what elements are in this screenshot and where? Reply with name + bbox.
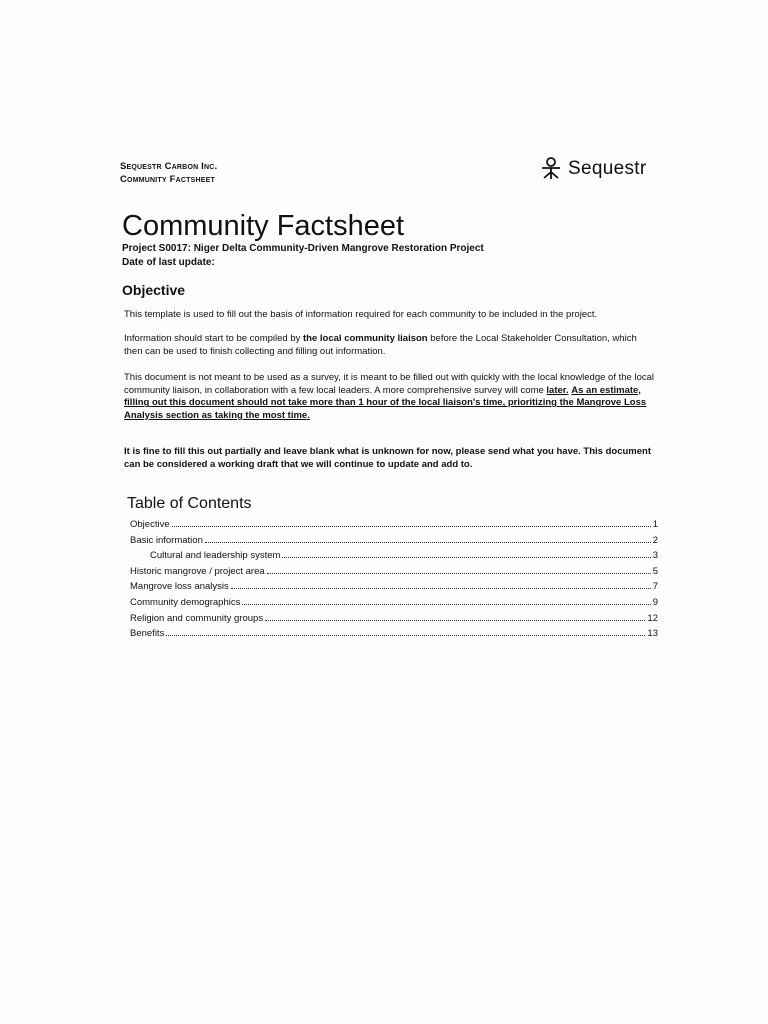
toc-entry-benefits[interactable] <box>130 628 658 644</box>
toc-leader-dots <box>265 620 645 621</box>
toc-entry-page: 5 <box>652 565 658 577</box>
company-name: Sequestr Carbon Inc. <box>120 161 218 172</box>
objective-paragraph-3 <box>124 372 654 422</box>
toc-entry-page: 13 <box>647 628 658 640</box>
sprout-person-icon <box>540 157 562 181</box>
toc-leader-dots <box>231 588 651 589</box>
toc-entry-label: Cultural and leadership system <box>150 550 281 562</box>
objective-paragraph-2 <box>124 333 654 358</box>
toc-entry-page: 1 <box>652 519 658 530</box>
toc-entry-cultural-leadership[interactable] <box>130 550 658 566</box>
p2-text-end: before the Local Stakeholder Consultation, which then can be used to finish collecting and filling out information. <box>124 333 637 357</box>
toc-entry-religion-groups[interactable] <box>130 613 658 629</box>
toc-entry-mangrove-loss[interactable] <box>130 581 658 597</box>
objective-paragraph-1: This template is used to fill out the basis of information required for each community to be included in the project. <box>124 309 598 320</box>
p3-later: later. <box>546 384 569 396</box>
toc-leader-dots <box>242 604 650 605</box>
sequestr-logo <box>540 157 646 181</box>
toc-entry-label: Benefits <box>130 628 165 640</box>
toc-leader-dots <box>172 526 651 527</box>
toc-entry-basic-information[interactable] <box>130 535 658 551</box>
toc-entry-label: Religion and community groups <box>130 612 264 624</box>
p2-text-start: Information should start to be compiled by <box>124 333 304 344</box>
p3-text-start: This document is not meant to be used as a survey, it is meant to be filled out with quickly with the local knowledge of the local community liaison, in collaboration with a few local leaders. A more comprehensive survey will come <box>124 372 654 396</box>
toc-entry-objective[interactable] <box>130 519 658 535</box>
toc-entry-community-demographics[interactable] <box>130 597 658 613</box>
toc-leader-dots <box>282 557 650 558</box>
toc-entry-label: Basic information <box>130 534 203 546</box>
toc-leader-dots <box>205 542 651 543</box>
toc-entry-page: 3 <box>652 550 658 562</box>
objective-paragraph-4: It is fine to fill this out partially and leave blank what is unknown for now, please send what you have. This document can be considered a working draft that we will continue to update and add to. <box>124 446 651 470</box>
date-line: Date of last update: <box>122 257 215 268</box>
project-line: Project S0017: Niger Delta Community-Driven Mangrove Restoration Project <box>122 243 484 254</box>
toc-entry-label: Mangrove loss analysis <box>130 581 229 593</box>
toc-entry-label: Objective <box>130 519 170 530</box>
toc-entry-page: 12 <box>647 612 658 624</box>
company-header <box>120 160 217 186</box>
toc-entry-page: 9 <box>652 596 658 608</box>
objective-heading: Objective <box>122 282 186 298</box>
toc-entry-label: Community demographics <box>130 596 241 608</box>
toc-leader-dots <box>166 635 645 636</box>
toc-entry-historic-mangrove[interactable] <box>130 566 658 582</box>
toc-leader-dots <box>267 573 651 574</box>
p2-bold-liaison: the local community liaison <box>303 333 428 344</box>
table-of-contents <box>130 519 658 644</box>
toc-entry-page: 2 <box>652 534 658 546</box>
document-type: Community Factsheet <box>120 174 215 185</box>
page-title: Community Factsheet <box>122 210 405 242</box>
logo-text: Sequestr <box>568 158 647 179</box>
p3-estimate-emphasis: As an estimate, filling out this document should not take more than 1 hour of the local liaison's time, prioritizing the Mangrove Loss Analysis section as taking the most time. <box>124 384 647 421</box>
toc-entry-label: Historic mangrove / project area <box>130 565 265 577</box>
toc-heading: Table of Contents <box>127 495 252 512</box>
toc-entry-page: 7 <box>652 581 658 593</box>
